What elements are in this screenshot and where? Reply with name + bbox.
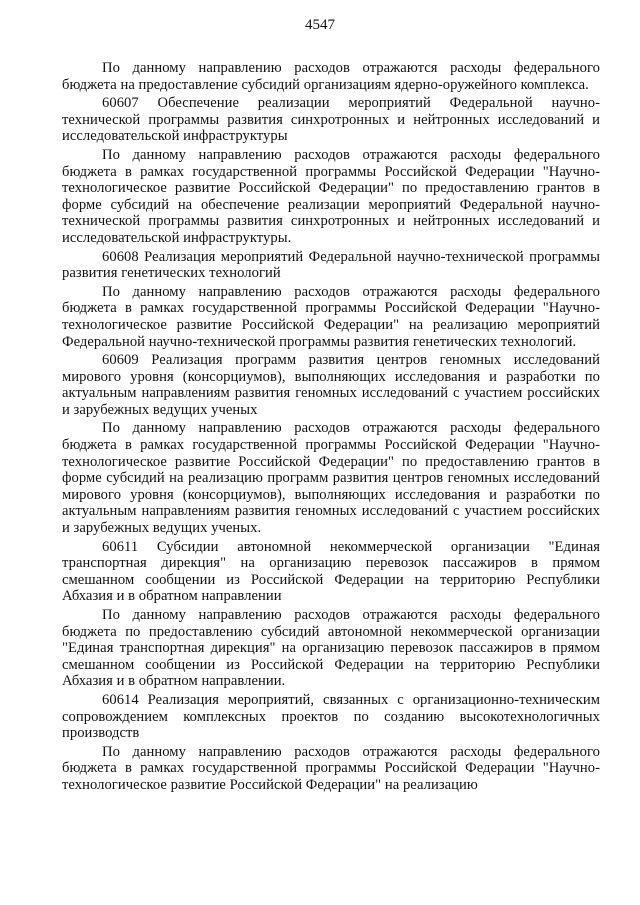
paragraph-8-heading-60611: 60611 Субсидии автономной некоммерческой организации "Единая транспортная дирекция" на организацию перевозок пассажиров в прямом смешанном сообщении из Российской Федерации на территорию Республики Абхазия и в обратном направлении: [62, 538, 600, 605]
paragraph-10-heading-60614: 60614 Реализация мероприятий, связанных с организационно-техническим сопровождением комплексных проектов по созданию высокотехнологичных производств: [62, 691, 600, 742]
document-body: [62, 60, 600, 796]
paragraph-9: По данному направлению расходов отражаются расходы федерального бюджета по предоставлению субсидий автономной некоммерческой организации "Единая транспортная дирекция" на организацию перевозок пассажиров в прямом смешанном сообщении из Российской Федерации на территорию Республики Абхазия и в обратном направлении.: [62, 607, 600, 690]
paragraph-1: По данному направлению расходов отражаются расходы федерального бюджета на предоставление субсидий организациям ядерно-оружейного комплекса.: [62, 60, 600, 93]
paragraph-7: По данному направлению расходов отражаются расходы федерального бюджета в рамках государственной программы Российской Федерации "Научно-технологическое развитие Российской Федерации" по предоставлению грантов в форме субсидий на реализацию программ развития центров геномных исследований мирового уровня (консорциумов), выполняющих исследования и разработки по актуальным направлениям развития геномных исследований с участием российских и зарубежных ведущих ученых.: [62, 420, 600, 537]
paragraph-5: По данному направлению расходов отражаются расходы федерального бюджета в рамках государственной программы Российской Федерации "Научно-технологическое развитие Российской Федерации" на реализацию мероприятий Федеральной научно-технической программы развития генетических технологий.: [62, 283, 600, 350]
paragraph-2-heading-60607: 60607 Обеспечение реализации мероприятий Федеральной научно-технической программы развития синхротронных и нейтронных исследований и исследовательской инфраструктуры: [62, 95, 600, 145]
paragraph-11: По данному направлению расходов отражаются расходы федерального бюджета в рамках государственной программы Российской Федерации "Научно-технологическое развитие Российской Федерации" на реализацию: [62, 743, 600, 793]
paragraph-3: По данному направлению расходов отражаются расходы федерального бюджета в рамках государственной программы Российской Федерации "Научно-технологическое развитие Российской Федерации" по предоставлению грантов в форме субсидий на обеспечение реализации мероприятий Федеральной научно-технической программы развития синхротронных и нейтронных исследований и исследовательской инфраструктуры.: [62, 146, 600, 246]
paragraph-4-heading-60608: 60608 Реализация мероприятий Федеральной научно-технической программы развития генетических технологий: [62, 248, 600, 282]
paragraph-6-heading-60609: 60609 Реализация программ развития центров геномных исследований мирового уровня (консорциумов), выполняющих исследования и разработки по актуальным направлениям развития геномных исследований с участием российских и зарубежных ведущих ученых: [62, 352, 600, 418]
page-number: 4547: [305, 17, 335, 33]
